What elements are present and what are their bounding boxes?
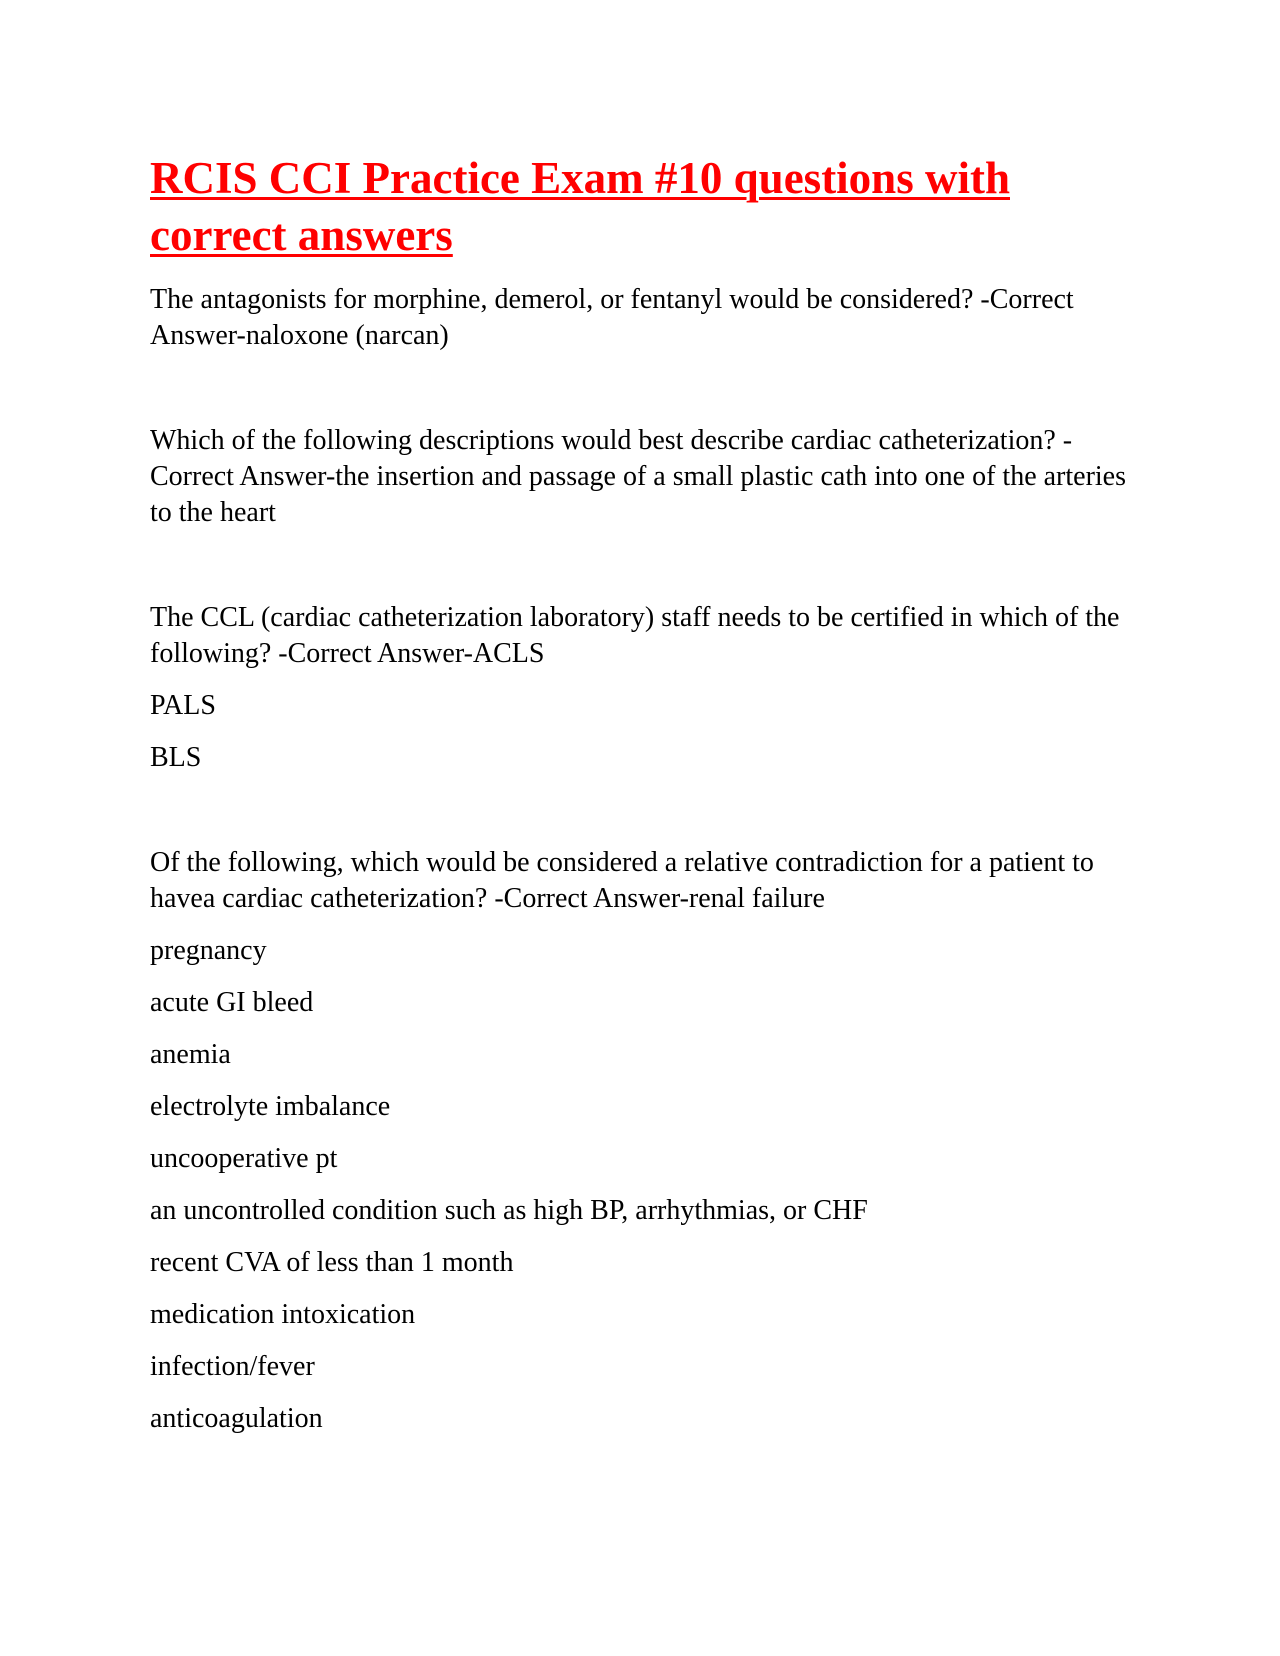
qa-item-2 bbox=[150, 423, 1130, 531]
qa-item-4 bbox=[150, 845, 1130, 1437]
question-3-text: The CCL (cardiac catheterization laboratory) staff needs to be certified in which of the following? -Correct Answer-ACLS bbox=[150, 602, 1120, 669]
document-content bbox=[150, 150, 1130, 1437]
question-4-option-3: anemia bbox=[150, 1039, 231, 1070]
question-4-option-2: acute GI bleed bbox=[150, 987, 314, 1018]
question-4-text: Of the following, which would be considered a relative contradiction for a patient to havea cardiac catheterization? -Correct Answer-renal failure bbox=[150, 847, 1094, 914]
question-3-option-2: BLS bbox=[150, 742, 202, 773]
question-4-option-9: infection/fever bbox=[150, 1351, 315, 1382]
question-4-option-5: uncooperative pt bbox=[150, 1143, 338, 1174]
question-3-option-1: PALS bbox=[150, 690, 216, 721]
document-title: RCIS CCI Practice Exam #10 questions with correct answers bbox=[150, 153, 1010, 260]
question-4-option-1: pregnancy bbox=[150, 935, 267, 966]
question-4-option-6: an uncontrolled condition such as high BP, arrhythmias, or CHF bbox=[150, 1195, 868, 1226]
question-4-option-4: electrolyte imbalance bbox=[150, 1091, 391, 1122]
question-4-option-10: anticoagulation bbox=[150, 1403, 323, 1434]
question-4-option-8: medication intoxication bbox=[150, 1299, 416, 1330]
qa-item-1 bbox=[150, 282, 1130, 354]
question-2-text: Which of the following descriptions would best describe cardiac catheterization? - Correct Answer-the insertion and passage of a small plastic cath into one of the arteries to the heart bbox=[150, 425, 1127, 528]
question-4-option-7: recent CVA of less than 1 month bbox=[150, 1247, 514, 1278]
qa-item-3 bbox=[150, 600, 1130, 776]
question-1-text: The antagonists for morphine, demerol, or fentanyl would be considered? -Correct Answer-naloxone (narcan) bbox=[150, 284, 1074, 351]
